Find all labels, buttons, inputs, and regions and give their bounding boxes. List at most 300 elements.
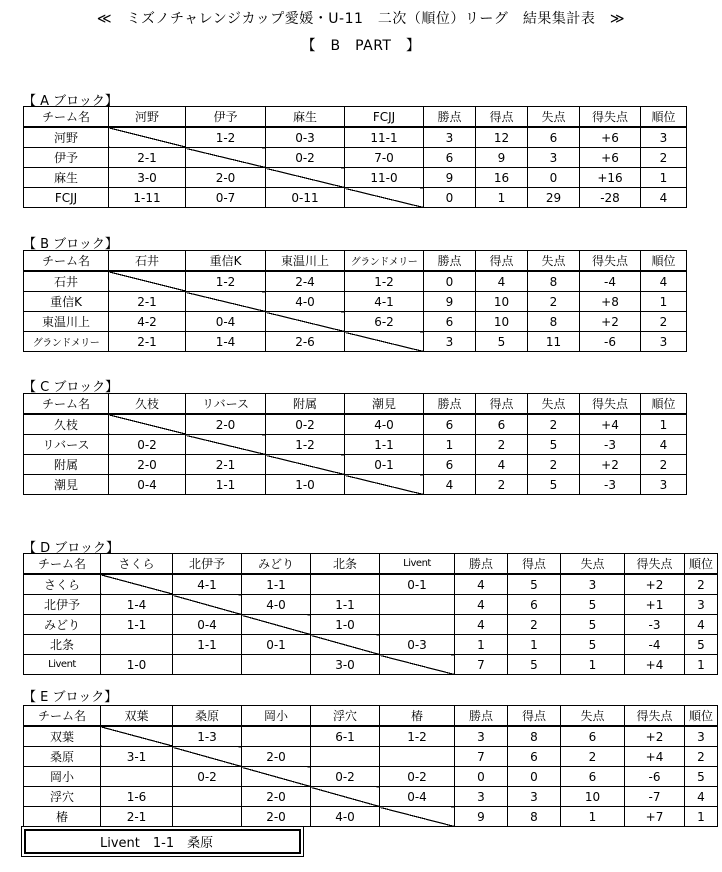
diagonal-cell: [109, 271, 186, 292]
table-row: [24, 435, 687, 455]
result-cell: 1: [685, 807, 718, 827]
table-row: [24, 127, 687, 148]
result-cell: 2: [685, 747, 718, 767]
header-cell: 麻生: [266, 107, 345, 128]
header-cell: 潮見: [345, 394, 424, 415]
diagonal-cell: [173, 595, 242, 615]
table-header-row: [24, 706, 718, 727]
table-header-row: [24, 107, 687, 128]
result-cell: -6: [580, 332, 641, 352]
result-cell: 2: [641, 148, 687, 168]
table-row: [24, 332, 687, 352]
header-cell: 失点: [528, 394, 580, 415]
result-cell: +4: [625, 747, 685, 767]
result-cell: 1-1: [242, 574, 311, 595]
result-cell: 1: [641, 292, 687, 312]
team-name-cell: 附属: [24, 455, 109, 475]
result-cell: 0-4: [109, 475, 186, 495]
result-cell: 0-1: [242, 635, 311, 655]
result-cell: 7: [455, 655, 508, 675]
result-cell: 2: [528, 292, 580, 312]
table-row: [24, 148, 687, 168]
result-cell: 1: [455, 635, 508, 655]
result-cell: 1-11: [109, 188, 186, 208]
team-name-cell: 岡小: [24, 767, 101, 787]
team-name-cell: 潮見: [24, 475, 109, 495]
result-cell: 5: [561, 615, 625, 635]
result-cell: +1: [625, 595, 685, 615]
team-name-cell: さくら: [24, 574, 101, 595]
table-row: [24, 747, 718, 767]
result-cell: 4: [476, 455, 528, 475]
result-cell: 0-2: [266, 414, 345, 435]
result-cell: -4: [580, 271, 641, 292]
team-name-cell: 伊予: [24, 148, 109, 168]
result-cell: [380, 747, 455, 767]
diagonal-cell: [345, 332, 424, 352]
result-cell: 2: [641, 455, 687, 475]
result-cell: 1: [508, 635, 561, 655]
header-cell: 得失点: [580, 107, 641, 128]
result-cell: [242, 726, 311, 747]
header-cell: 勝点: [424, 394, 476, 415]
result-cell: 6-2: [345, 312, 424, 332]
result-cell: [173, 655, 242, 675]
team-name-cell: FCJJ: [24, 188, 109, 208]
diagonal-cell: [173, 747, 242, 767]
diagonal-cell: [242, 615, 311, 635]
result-cell: 4: [455, 615, 508, 635]
result-cell: 1: [641, 168, 687, 188]
diagonal-cell: [311, 787, 380, 807]
page-subtitle: 【 B PART 】: [301, 38, 421, 54]
header-cell: みどり: [242, 554, 311, 575]
table-header-row: [24, 394, 687, 415]
result-cell: -28: [580, 188, 641, 208]
result-cell: [101, 635, 173, 655]
result-cell: 6: [561, 767, 625, 787]
result-cell: 1: [476, 188, 528, 208]
results-table: [23, 250, 687, 352]
header-cell: 順位: [685, 554, 718, 575]
result-cell: 4-0: [266, 292, 345, 312]
team-name-cell: 石井: [24, 271, 109, 292]
result-cell: 2-1: [186, 455, 266, 475]
result-cell: 0-4: [173, 615, 242, 635]
result-cell: 1-2: [186, 127, 266, 148]
result-cell: 6: [424, 455, 476, 475]
result-cell: 1-0: [266, 475, 345, 495]
result-cell: 2-6: [266, 332, 345, 352]
team-name-cell: 桑原: [24, 747, 101, 767]
result-cell: 3-0: [311, 655, 380, 675]
result-cell: 2: [528, 414, 580, 435]
header-cell: 順位: [641, 394, 687, 415]
result-cell: 1: [685, 655, 718, 675]
result-cell: 3: [455, 787, 508, 807]
result-cell: 16: [476, 168, 528, 188]
header-cell: 浮穴: [311, 706, 380, 727]
result-cell: 0-2: [266, 148, 345, 168]
diagonal-cell: [109, 414, 186, 435]
table-row: [24, 271, 687, 292]
team-name-cell: 重信K: [24, 292, 109, 312]
table-row: [24, 615, 718, 635]
result-cell: 5: [528, 475, 580, 495]
result-cell: 5: [508, 655, 561, 675]
result-cell: 1-4: [101, 595, 173, 615]
result-cell: 10: [476, 292, 528, 312]
result-cell: 4-0: [311, 807, 380, 827]
result-cell: 12: [476, 127, 528, 148]
result-cell: +16: [580, 168, 641, 188]
result-cell: 5: [685, 635, 718, 655]
result-cell: 2-0: [242, 787, 311, 807]
result-cell: 4: [685, 615, 718, 635]
result-cell: [173, 787, 242, 807]
header-cell: 附属: [266, 394, 345, 415]
result-cell: 3: [561, 574, 625, 595]
result-cell: 1-1: [186, 475, 266, 495]
header-cell: 順位: [641, 107, 687, 128]
result-cell: 2-1: [109, 332, 186, 352]
header-cell: 得点: [508, 554, 561, 575]
result-cell: 9: [476, 148, 528, 168]
result-cell: 1-1: [173, 635, 242, 655]
result-cell: 8: [508, 807, 561, 827]
result-cell: +6: [580, 127, 641, 148]
result-cell: 10: [476, 312, 528, 332]
table-row: [24, 455, 687, 475]
result-cell: 3-0: [109, 168, 186, 188]
header-cell: 勝点: [455, 554, 508, 575]
result-cell: 1-1: [311, 595, 380, 615]
result-cell: 4-0: [345, 414, 424, 435]
result-cell: -3: [580, 435, 641, 455]
result-cell: 5: [508, 574, 561, 595]
results-table: [23, 393, 687, 495]
header-cell: 桑原: [173, 706, 242, 727]
team-name-cell: 久枝: [24, 414, 109, 435]
result-cell: 2-1: [101, 807, 173, 827]
diagonal-cell: [109, 127, 186, 148]
result-cell: 0-2: [311, 767, 380, 787]
result-cell: 2-1: [109, 148, 186, 168]
header-cell: 得失点: [580, 251, 641, 272]
result-cell: 4-1: [173, 574, 242, 595]
result-cell: 0-2: [380, 767, 455, 787]
result-cell: 0-1: [380, 574, 455, 595]
result-cell: -7: [625, 787, 685, 807]
table-row: [24, 807, 718, 827]
result-cell: 0-1: [345, 455, 424, 475]
header-cell: 伊予: [186, 107, 266, 128]
result-cell: -6: [625, 767, 685, 787]
header-cell: チーム名: [24, 251, 109, 272]
diagonal-cell: [101, 574, 173, 595]
result-cell: 4: [685, 787, 718, 807]
header-cell: 重信K: [186, 251, 266, 272]
results-table: [23, 705, 718, 827]
header-cell: 椿: [380, 706, 455, 727]
result-cell: 0: [508, 767, 561, 787]
result-cell: 1-4: [186, 332, 266, 352]
table-row: [24, 635, 718, 655]
result-cell: [380, 595, 455, 615]
team-name-cell: 麻生: [24, 168, 109, 188]
result-cell: 11-1: [345, 127, 424, 148]
note-text: Livent 1-1 桑原: [100, 836, 214, 851]
result-cell: 5: [528, 435, 580, 455]
table-row: [24, 726, 718, 747]
result-cell: 2: [561, 747, 625, 767]
block-label: 【 D ブロック】: [23, 541, 120, 556]
result-cell: 3: [641, 127, 687, 148]
result-cell: 1-3: [173, 726, 242, 747]
block-label: 【 B ブロック】: [23, 237, 118, 252]
header-cell: 順位: [685, 706, 718, 727]
result-cell: 2: [476, 475, 528, 495]
result-cell: 1-0: [101, 655, 173, 675]
result-cell: 0-4: [186, 312, 266, 332]
team-name-cell: みどり: [24, 615, 101, 635]
table-row: [24, 475, 687, 495]
result-cell: 2-0: [109, 455, 186, 475]
table-row: [24, 787, 718, 807]
team-name-cell: 河野: [24, 127, 109, 148]
header-cell: さくら: [101, 554, 173, 575]
header-cell: 勝点: [455, 706, 508, 727]
header-cell: 得失点: [625, 706, 685, 727]
result-cell: 8: [528, 312, 580, 332]
result-cell: 4: [424, 475, 476, 495]
header-cell: 失点: [561, 554, 625, 575]
table-row: [24, 414, 687, 435]
result-cell: 0-2: [109, 435, 186, 455]
result-cell: +2: [625, 574, 685, 595]
team-name-cell: 北伊予: [24, 595, 101, 615]
result-cell: -4: [625, 635, 685, 655]
result-cell: 1: [424, 435, 476, 455]
results-table: [23, 553, 718, 675]
result-cell: 6: [424, 414, 476, 435]
team-name-cell: リバース: [24, 435, 109, 455]
block-label: 【 A ブロック】: [23, 94, 118, 109]
result-cell: 3: [685, 726, 718, 747]
result-cell: +2: [580, 455, 641, 475]
result-cell: 11: [528, 332, 580, 352]
team-name-cell: Livent: [24, 655, 101, 675]
header-cell: グランドメリー: [345, 251, 424, 272]
result-cell: 1: [641, 414, 687, 435]
diagonal-cell: [311, 635, 380, 655]
result-cell: 4: [641, 435, 687, 455]
header-cell: 順位: [641, 251, 687, 272]
result-cell: 1-2: [345, 271, 424, 292]
header-cell: チーム名: [24, 706, 101, 727]
result-cell: +2: [625, 726, 685, 747]
result-cell: 4: [641, 188, 687, 208]
result-cell: 1-1: [345, 435, 424, 455]
result-cell: 1-0: [311, 615, 380, 635]
result-cell: 8: [508, 726, 561, 747]
diagonal-cell: [186, 148, 266, 168]
result-cell: 4-0: [242, 595, 311, 615]
result-cell: 6: [528, 127, 580, 148]
diagonal-cell: [345, 188, 424, 208]
header-cell: 岡小: [242, 706, 311, 727]
block-label: 【 C ブロック】: [23, 380, 119, 395]
table-header-row: [24, 554, 718, 575]
result-cell: 1: [561, 807, 625, 827]
page-title: ≪ ミズノチャレンジカップ愛媛・U-11 二次（順位）リーグ 結果集計表 ≫: [96, 11, 626, 27]
header-cell: 失点: [528, 251, 580, 272]
results-table: [23, 106, 687, 208]
table-row: [24, 168, 687, 188]
result-cell: 0-3: [266, 127, 345, 148]
diagonal-cell: [345, 475, 424, 495]
result-cell: 3: [508, 787, 561, 807]
result-cell: 3: [685, 595, 718, 615]
team-name-cell: グランドメリー: [24, 332, 109, 352]
result-cell: 0: [424, 271, 476, 292]
result-cell: 0-11: [266, 188, 345, 208]
header-cell: チーム名: [24, 554, 101, 575]
result-cell: 2: [685, 574, 718, 595]
result-cell: 2: [508, 615, 561, 635]
result-cell: 11-0: [345, 168, 424, 188]
result-cell: 4-1: [345, 292, 424, 312]
result-cell: 1-6: [101, 787, 173, 807]
result-cell: 3-1: [101, 747, 173, 767]
diagonal-cell: [266, 312, 345, 332]
result-cell: 8: [528, 271, 580, 292]
table-row: [24, 312, 687, 332]
header-cell: 失点: [561, 706, 625, 727]
result-cell: 5: [685, 767, 718, 787]
diagonal-cell: [242, 767, 311, 787]
table-header-row: [24, 251, 687, 272]
result-cell: [311, 574, 380, 595]
result-cell: 2: [528, 455, 580, 475]
result-cell: 6: [508, 595, 561, 615]
result-cell: 1: [561, 655, 625, 675]
result-cell: 0: [424, 188, 476, 208]
header-cell: FCJJ: [345, 107, 424, 128]
result-cell: 6: [476, 414, 528, 435]
result-cell: +4: [625, 655, 685, 675]
result-cell: 1-2: [380, 726, 455, 747]
result-cell: 2-0: [242, 807, 311, 827]
diagonal-cell: [101, 726, 173, 747]
team-name-cell: 浮穴: [24, 787, 101, 807]
result-cell: 4: [455, 595, 508, 615]
diagonal-cell: [186, 435, 266, 455]
result-cell: 9: [455, 807, 508, 827]
result-cell: -3: [580, 475, 641, 495]
result-cell: 3: [424, 127, 476, 148]
header-cell: 得点: [476, 107, 528, 128]
result-cell: 29: [528, 188, 580, 208]
header-cell: 東温川上: [266, 251, 345, 272]
result-cell: 6: [561, 726, 625, 747]
result-cell: 4: [455, 574, 508, 595]
result-cell: 0-2: [173, 767, 242, 787]
team-name-cell: 東温川上: [24, 312, 109, 332]
result-cell: 1-1: [101, 615, 173, 635]
header-cell: 北伊予: [173, 554, 242, 575]
result-cell: 3: [641, 332, 687, 352]
result-cell: 10: [561, 787, 625, 807]
result-cell: 5: [561, 595, 625, 615]
header-cell: 勝点: [424, 251, 476, 272]
result-cell: 2-0: [186, 168, 266, 188]
result-cell: 9: [424, 292, 476, 312]
result-cell: 0-3: [380, 635, 455, 655]
result-cell: 0-7: [186, 188, 266, 208]
result-cell: 3: [528, 148, 580, 168]
header-cell: 久枝: [109, 394, 186, 415]
header-cell: 得点: [476, 394, 528, 415]
header-cell: チーム名: [24, 394, 109, 415]
result-cell: 3: [455, 726, 508, 747]
team-name-cell: 椿: [24, 807, 101, 827]
result-cell: 6: [424, 148, 476, 168]
result-cell: 3: [641, 475, 687, 495]
result-cell: 4: [641, 271, 687, 292]
result-cell: -3: [625, 615, 685, 635]
header-cell: 双葉: [101, 706, 173, 727]
result-cell: 7-0: [345, 148, 424, 168]
header-cell: 得点: [476, 251, 528, 272]
header-cell: 北条: [311, 554, 380, 575]
result-cell: 7: [455, 747, 508, 767]
result-cell: [173, 807, 242, 827]
result-cell: 5: [476, 332, 528, 352]
result-cell: 6-1: [311, 726, 380, 747]
table-row: [24, 574, 718, 595]
header-cell: チーム名: [24, 107, 109, 128]
result-cell: 4: [476, 271, 528, 292]
header-cell: 得点: [508, 706, 561, 727]
table-row: [24, 595, 718, 615]
diagonal-cell: [186, 292, 266, 312]
result-cell: +2: [580, 312, 641, 332]
table-row: [24, 292, 687, 312]
team-name-cell: 北条: [24, 635, 101, 655]
header-cell: 河野: [109, 107, 186, 128]
result-cell: 3: [424, 332, 476, 352]
table-row: [24, 655, 718, 675]
diagonal-cell: [266, 455, 345, 475]
result-cell: 2: [641, 312, 687, 332]
result-cell: [311, 747, 380, 767]
table-row: [24, 767, 718, 787]
diagonal-cell: [266, 168, 345, 188]
result-cell: 2-0: [242, 747, 311, 767]
result-cell: 2-0: [186, 414, 266, 435]
result-cell: 1-2: [266, 435, 345, 455]
table-row: [24, 188, 687, 208]
result-cell: [242, 655, 311, 675]
diagonal-cell: [380, 655, 455, 675]
result-cell: 5: [561, 635, 625, 655]
header-cell: 勝点: [424, 107, 476, 128]
header-cell: リバース: [186, 394, 266, 415]
result-cell: 2: [476, 435, 528, 455]
result-cell: 2-1: [109, 292, 186, 312]
result-cell: +6: [580, 148, 641, 168]
